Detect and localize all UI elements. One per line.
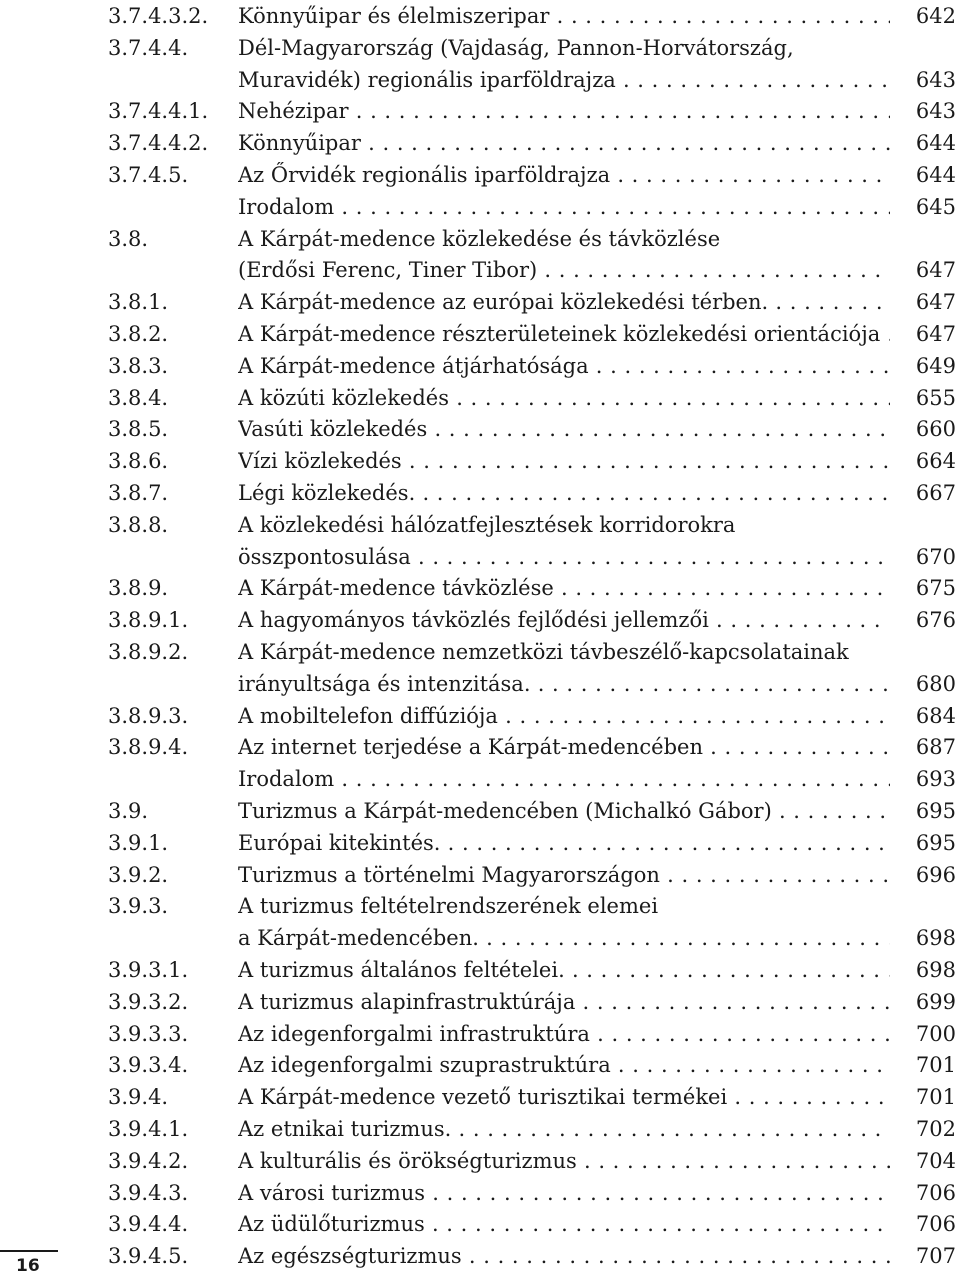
toc-entry [0,159,960,191]
toc-entry-number: 3.7.4.4.1. [108,99,209,124]
toc-entry-title: A Kárpát-medence nemzetközi távbeszélő-kapcsolatainak [238,640,849,664]
toc-entry-page: 706 [915,1180,956,1205]
toc-entry-page: 701 [915,1085,956,1110]
toc-entry-title: Az üdülőturizmus . . . [238,1208,890,1240]
toc-entry-page: 698 [915,958,956,982]
toc-entry-title: Az Őrvidék regionális iparföldrajza . . . [238,159,890,191]
toc-entry-title: A mobiltelefon diffúziója . . . [238,700,890,732]
toc-entry [0,95,960,127]
toc-entry-title-line2: összpontosulása . . . [238,541,890,573]
toc-entry-number: 3.8.1. [108,290,169,315]
toc-entry-number: 3.8.6. [108,449,169,474]
toc-entry-title: A Kárpát-medence közlekedése és távközlése [238,226,721,251]
toc-entry-number: 3.8.5. [108,417,169,442]
toc-entry [0,1145,960,1177]
toc-entry-page: 701 [915,1053,956,1078]
toc-entry-page: 676 [915,608,956,633]
toc-entry-title: A turizmus általános feltételei. . . . [238,954,890,986]
toc-entry [0,413,960,445]
toc-entry-title: Irodalom . . . [238,763,890,795]
toc-entry-continuation [0,668,960,700]
toc-entry-page: 664 [915,449,956,474]
toc-entry-page: 647 [915,258,956,283]
toc-entry-title: A turizmus feltételrendszerének elemei [238,894,659,919]
toc-entry-title: A Kárpát-medence részterületeinek közlekedési orientációja . . . [238,318,890,350]
toc-entry-number: 3.8.9.2. [108,640,189,664]
toc-entry [0,477,960,509]
toc-entry-title: Könnyűipar . . . [238,127,890,159]
toc-entry-title: A városi turizmus . . . [238,1177,890,1209]
toc-entry [0,286,960,318]
toc-entry-number: 3.8.8. [108,512,169,537]
toc-entry-page: 675 [915,576,956,601]
toc-entry [0,890,960,922]
toc-entry-page: 684 [915,703,956,728]
toc-entry-page: 647 [915,322,956,346]
toc-entry-continuation [0,541,960,573]
toc-entry-page: 655 [915,385,956,410]
toc-entry-number: 3.8.9.4. [108,735,189,760]
toc-entry-page: 670 [915,544,956,569]
toc-entry-number: 3.8.7. [108,481,169,505]
toc-entry-number: 3.9.3.3. [108,1021,189,1046]
toc-entry-continuation [0,922,960,954]
toc-entry-number: 3.7.4.4. [108,35,189,60]
toc-entry [0,127,960,159]
toc-entry-page: 660 [915,417,956,442]
toc-entry-number: 3.9.4.1. [108,1117,189,1141]
toc-entry-page: 644 [915,131,956,156]
toc-entry [0,509,960,541]
toc-entry-page: 707 [915,1244,956,1269]
toc-entry-number: 3.8.9. [108,576,169,601]
toc-entry-page: 644 [915,163,956,187]
toc-entry-page: 695 [915,799,956,823]
toc-entry-title: A kulturális és örökségturizmus . . . [238,1145,890,1177]
toc-entry [0,350,960,382]
toc-entry-title: A Kárpát-medence vezető turisztikai termékei . . . [238,1081,890,1113]
toc-entry-number: 3.9.4.5. [108,1244,189,1269]
toc-entry [0,191,960,223]
toc-entry-title: A közlekedési hálózatfejlesztések korridorokra [238,512,736,537]
toc-entry-page: 645 [915,194,956,219]
toc-entry-number: 3.7.4.4.2. [108,131,209,156]
toc-entry [0,445,960,477]
toc-entry [0,1177,960,1209]
toc-entry [0,32,960,64]
toc-entry-page: 698 [915,926,956,951]
toc-entry-page: 643 [915,99,956,124]
page-number-rule [0,1250,58,1252]
toc-entry-number: 3.8. [108,226,149,251]
toc-entry-title: Az internet terjedése a Kárpát-medencében . . . [238,731,890,763]
toc-entry-page: 702 [915,1117,956,1141]
toc-entry-number: 3.9.2. [108,862,169,887]
toc-entry [0,795,960,827]
toc-entry [0,0,960,32]
toc-entry-number: 3.8.3. [108,353,169,378]
toc-entry [0,731,960,763]
toc-entry-number: 3.9.4.4. [108,1212,189,1237]
toc-entry-title: A turizmus alapinfrastruktúrája . . . [238,986,890,1018]
toc-entry-continuation [0,64,960,96]
toc-entry-title-line2: Muravidék) regionális iparföldrajza . . . [238,64,890,96]
toc-entry-title: A közúti közlekedés . . . [238,382,890,414]
toc-entry [0,954,960,986]
toc-entry [0,1113,960,1145]
toc-entry-title: A Kárpát-medence az európai közlekedési térben. . . . [238,286,890,318]
toc-entry-title: Az etnikai turizmus. . . . [238,1113,890,1145]
toc-entry-page: 647 [915,290,956,315]
toc-entry-title: Európai kitekintés. . . . [238,827,890,859]
toc-entry-number: 3.9. [108,799,149,823]
toc-entry-title: Az egészségturizmus . . . [238,1240,890,1272]
toc-entry-page: 643 [915,67,956,92]
toc-entry [0,700,960,732]
toc-entry [0,1018,960,1050]
toc-entry-title: Turizmus a Kárpát-medencében (Michalkó Gábor) . . . [238,795,890,827]
toc-entry-title: A Kárpát-medence átjárhatósága . . . [238,350,890,382]
toc-entry-title: Nehézipar . . . [238,95,890,127]
toc-entry-title: Irodalom . . . [238,191,890,223]
toc-entry-title: A Kárpát-medence távközlése . . . [238,572,890,604]
toc-entry [0,763,960,795]
toc-entry-page: 667 [915,481,956,505]
toc-entry-number: 3.9.3. [108,894,169,919]
toc-entry [0,859,960,891]
toc-entry [0,636,960,668]
toc-entry-title: Az idegenforgalmi infrastruktúra . . . [238,1018,890,1050]
toc-entry [0,382,960,414]
toc-entry-title: A hagyományos távközlés fejlődési jellemzői . . . [238,604,890,636]
toc-entry-number: 3.7.4.3.2. [108,4,209,28]
toc-entry-title: Dél-Magyarország (Vajdaság, Pannon-Horvátország, [238,35,794,60]
toc-entry-title: Vasúti közlekedés . . . [238,413,890,445]
toc-entry-title-line2: irányultsága és intenzitása. . . . [238,668,890,700]
toc-entry-page: 693 [915,767,956,792]
toc-entry-title: Könnyűipar és élelmiszeripar . . . [238,0,890,32]
toc-entry-continuation [0,254,960,286]
toc-entry-title: Turizmus a történelmi Magyarországon . . . [238,859,890,891]
toc-entry [0,1240,960,1272]
toc-entry [0,223,960,255]
toc-entry [0,1081,960,1113]
toc-entry-number: 3.9.3.2. [108,989,189,1014]
toc-entry-number: 3.9.3.4. [108,1053,189,1078]
toc-entry [0,604,960,636]
toc-entry-number: 3.9.1. [108,830,169,855]
toc-entry [0,827,960,859]
toc-entry-number: 3.9.4. [108,1085,169,1110]
toc-entry-number: 3.8.9.1. [108,608,189,633]
toc-entry-number: 3.8.9.3. [108,703,189,728]
toc-entry-title: Légi közlekedés. . . . [238,477,890,509]
toc-entry-page: 699 [915,989,956,1014]
toc-entry-page: 706 [915,1212,956,1237]
toc-entry-title: Vízi közlekedés . . . [238,445,890,477]
toc-entry-page: 642 [915,4,956,28]
toc-entry [0,1049,960,1081]
toc-entry-page: 695 [915,830,956,855]
toc-entry [0,572,960,604]
toc-entry-page: 649 [915,353,956,378]
toc-entry-number: 3.8.2. [108,322,169,346]
toc-entry-page: 700 [915,1021,956,1046]
toc-entry-number: 3.9.4.2. [108,1148,189,1173]
toc-entry [0,318,960,350]
page-number: 16 [16,1256,40,1276]
toc-entry-number: 3.9.3.1. [108,958,189,982]
toc-entry-page: 696 [915,862,956,887]
toc-entry-title-line2: (Erdősi Ferenc, Tiner Tibor) . . . [238,254,890,286]
toc-entry-page: 704 [915,1148,956,1173]
toc-entry-title-line2: a Kárpát-medencében. . . . [238,922,890,954]
toc-entry [0,1208,960,1240]
toc-entry-number: 3.8.4. [108,385,169,410]
toc-entry-number: 3.9.4.3. [108,1180,189,1205]
toc-entry-page: 680 [915,671,956,696]
toc-entry-title: Az idegenforgalmi szuprastruktúra . . . [238,1049,890,1081]
toc-entry [0,986,960,1018]
toc-entry-page: 687 [915,735,956,760]
toc-entry-number: 3.7.4.5. [108,163,189,187]
